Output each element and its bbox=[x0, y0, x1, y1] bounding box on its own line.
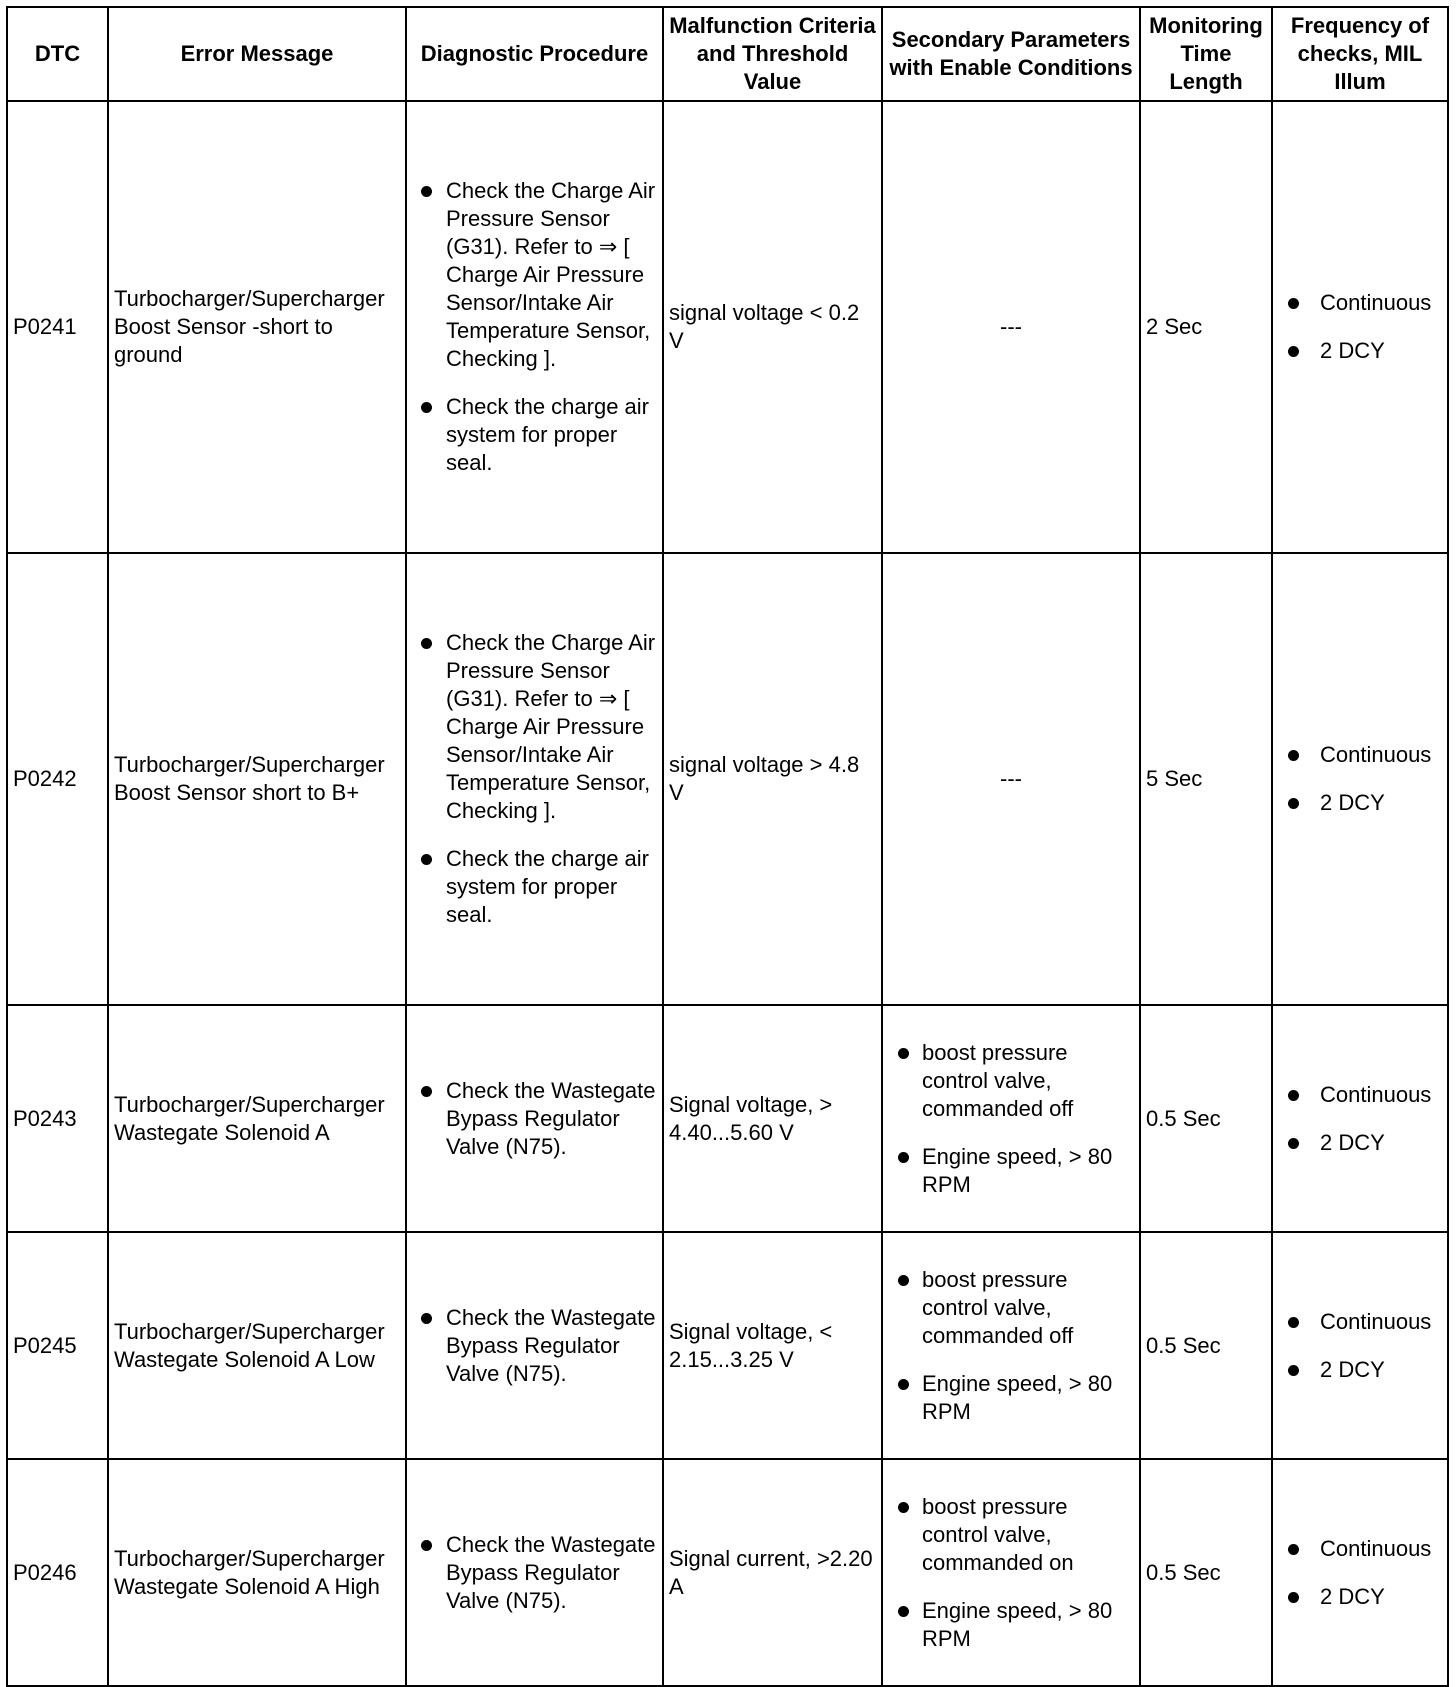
error-message: Turbocharger/Supercharger Boost Sensor short to B+ bbox=[108, 553, 406, 1005]
header-dtc: DTC bbox=[7, 7, 108, 101]
frequency-item-list bbox=[1278, 1535, 1442, 1611]
frequency-item: Continuous bbox=[1278, 1081, 1442, 1109]
dtc-code: P0243 bbox=[7, 1005, 108, 1232]
secondary-item: boost pressure control valve, commanded off bbox=[888, 1039, 1134, 1123]
diagnostic-procedure bbox=[406, 101, 663, 553]
frequency-item: Continuous bbox=[1278, 741, 1442, 769]
dtc-table bbox=[6, 6, 1449, 1687]
diagnostic-procedure bbox=[406, 1232, 663, 1459]
procedure-item: Check the Wastegate Bypass Regulator Valve (N75). bbox=[412, 1077, 657, 1161]
header-error-message: Error Message bbox=[108, 7, 406, 101]
secondary-item: Engine speed, > 80 RPM bbox=[888, 1597, 1134, 1653]
frequency-item-list bbox=[1278, 1308, 1442, 1384]
monitoring-time: 2 Sec bbox=[1140, 101, 1272, 553]
frequency-item: 2 DCY bbox=[1278, 1129, 1442, 1157]
secondary-item: Engine speed, > 80 RPM bbox=[888, 1143, 1134, 1199]
error-message: Turbocharger/Supercharger Wastegate Solenoid A bbox=[108, 1005, 406, 1232]
secondary-parameters bbox=[882, 1232, 1140, 1459]
monitoring-time: 0.5 Sec bbox=[1140, 1005, 1272, 1232]
secondary-item: Engine speed, > 80 RPM bbox=[888, 1370, 1134, 1426]
diagnostic-procedure bbox=[406, 1459, 663, 1686]
dtc-code: P0245 bbox=[7, 1232, 108, 1459]
header-secondary-parameters: Secondary Parameters with Enable Conditions bbox=[882, 7, 1140, 101]
error-message: Turbocharger/Supercharger Wastegate Solenoid A Low bbox=[108, 1232, 406, 1459]
frequency-item-list bbox=[1278, 741, 1442, 817]
error-message: Turbocharger/Supercharger Wastegate Solenoid A High bbox=[108, 1459, 406, 1686]
malfunction-criteria: signal voltage > 4.8 V bbox=[663, 553, 882, 1005]
procedure-item: Check the Charge Air Pressure Sensor (G31). Refer to ⇒ [ Charge Air Pressure Sensor/Intake Air Temperature Sensor, Checking ]. bbox=[412, 177, 657, 373]
malfunction-criteria: signal voltage < 0.2 V bbox=[663, 101, 882, 553]
secondary-parameters: --- bbox=[882, 101, 1140, 553]
header-row bbox=[7, 7, 1448, 101]
secondary-parameters bbox=[882, 1005, 1140, 1232]
header-monitoring-time: Monitoring Time Length bbox=[1140, 7, 1272, 101]
procedure-item: Check the Wastegate Bypass Regulator Valve (N75). bbox=[412, 1531, 657, 1615]
diagnostic-procedure bbox=[406, 553, 663, 1005]
frequency bbox=[1272, 1005, 1448, 1232]
frequency bbox=[1272, 553, 1448, 1005]
procedure-item-list bbox=[412, 1531, 657, 1615]
table-row bbox=[7, 1232, 1448, 1459]
table-body bbox=[7, 101, 1448, 1686]
malfunction-criteria: Signal current, >2.20 A bbox=[663, 1459, 882, 1686]
procedure-item: Check the charge air system for proper seal. bbox=[412, 393, 657, 477]
monitoring-time: 0.5 Sec bbox=[1140, 1232, 1272, 1459]
malfunction-criteria: Signal voltage, > 4.40...5.60 V bbox=[663, 1005, 882, 1232]
frequency-item: Continuous bbox=[1278, 1308, 1442, 1336]
frequency-item: 2 DCY bbox=[1278, 337, 1442, 365]
dtc-code: P0241 bbox=[7, 101, 108, 553]
procedure-item-list bbox=[412, 629, 657, 929]
secondary-parameters: --- bbox=[882, 553, 1140, 1005]
header-malfunction-criteria: Malfunction Criteria and Threshold Value bbox=[663, 7, 882, 101]
dtc-code: P0242 bbox=[7, 553, 108, 1005]
frequency-item: Continuous bbox=[1278, 1535, 1442, 1563]
secondary-item: boost pressure control valve, commanded off bbox=[888, 1266, 1134, 1350]
frequency-item: 2 DCY bbox=[1278, 1356, 1442, 1384]
frequency bbox=[1272, 1459, 1448, 1686]
monitoring-time: 5 Sec bbox=[1140, 553, 1272, 1005]
procedure-item: Check the Wastegate Bypass Regulator Valve (N75). bbox=[412, 1304, 657, 1388]
procedure-item-list bbox=[412, 177, 657, 477]
diagnostic-procedure bbox=[406, 1005, 663, 1232]
frequency-item-list bbox=[1278, 289, 1442, 365]
table-row bbox=[7, 1005, 1448, 1232]
error-message: Turbocharger/Supercharger Boost Sensor -short to ground bbox=[108, 101, 406, 553]
frequency-item: 2 DCY bbox=[1278, 1583, 1442, 1611]
secondary-item-list bbox=[888, 1493, 1134, 1653]
table-row bbox=[7, 553, 1448, 1005]
secondary-item-list bbox=[888, 1039, 1134, 1199]
monitoring-time: 0.5 Sec bbox=[1140, 1459, 1272, 1686]
table-row bbox=[7, 1459, 1448, 1686]
header-diagnostic-procedure: Diagnostic Procedure bbox=[406, 7, 663, 101]
procedure-item-list bbox=[412, 1077, 657, 1161]
frequency-item: 2 DCY bbox=[1278, 789, 1442, 817]
frequency-item: Continuous bbox=[1278, 289, 1442, 317]
procedure-item-list bbox=[412, 1304, 657, 1388]
procedure-item: Check the Charge Air Pressure Sensor (G31). Refer to ⇒ [ Charge Air Pressure Sensor/Intake Air Temperature Sensor, Checking ]. bbox=[412, 629, 657, 825]
dtc-code: P0246 bbox=[7, 1459, 108, 1686]
table-row bbox=[7, 101, 1448, 553]
header-frequency: Frequency of checks, MIL Illum bbox=[1272, 7, 1448, 101]
frequency bbox=[1272, 101, 1448, 553]
secondary-item: boost pressure control valve, commanded on bbox=[888, 1493, 1134, 1577]
frequency bbox=[1272, 1232, 1448, 1459]
procedure-item: Check the charge air system for proper seal. bbox=[412, 845, 657, 929]
frequency-item-list bbox=[1278, 1081, 1442, 1157]
secondary-parameters bbox=[882, 1459, 1140, 1686]
secondary-item-list bbox=[888, 1266, 1134, 1426]
malfunction-criteria: Signal voltage, < 2.15...3.25 V bbox=[663, 1232, 882, 1459]
